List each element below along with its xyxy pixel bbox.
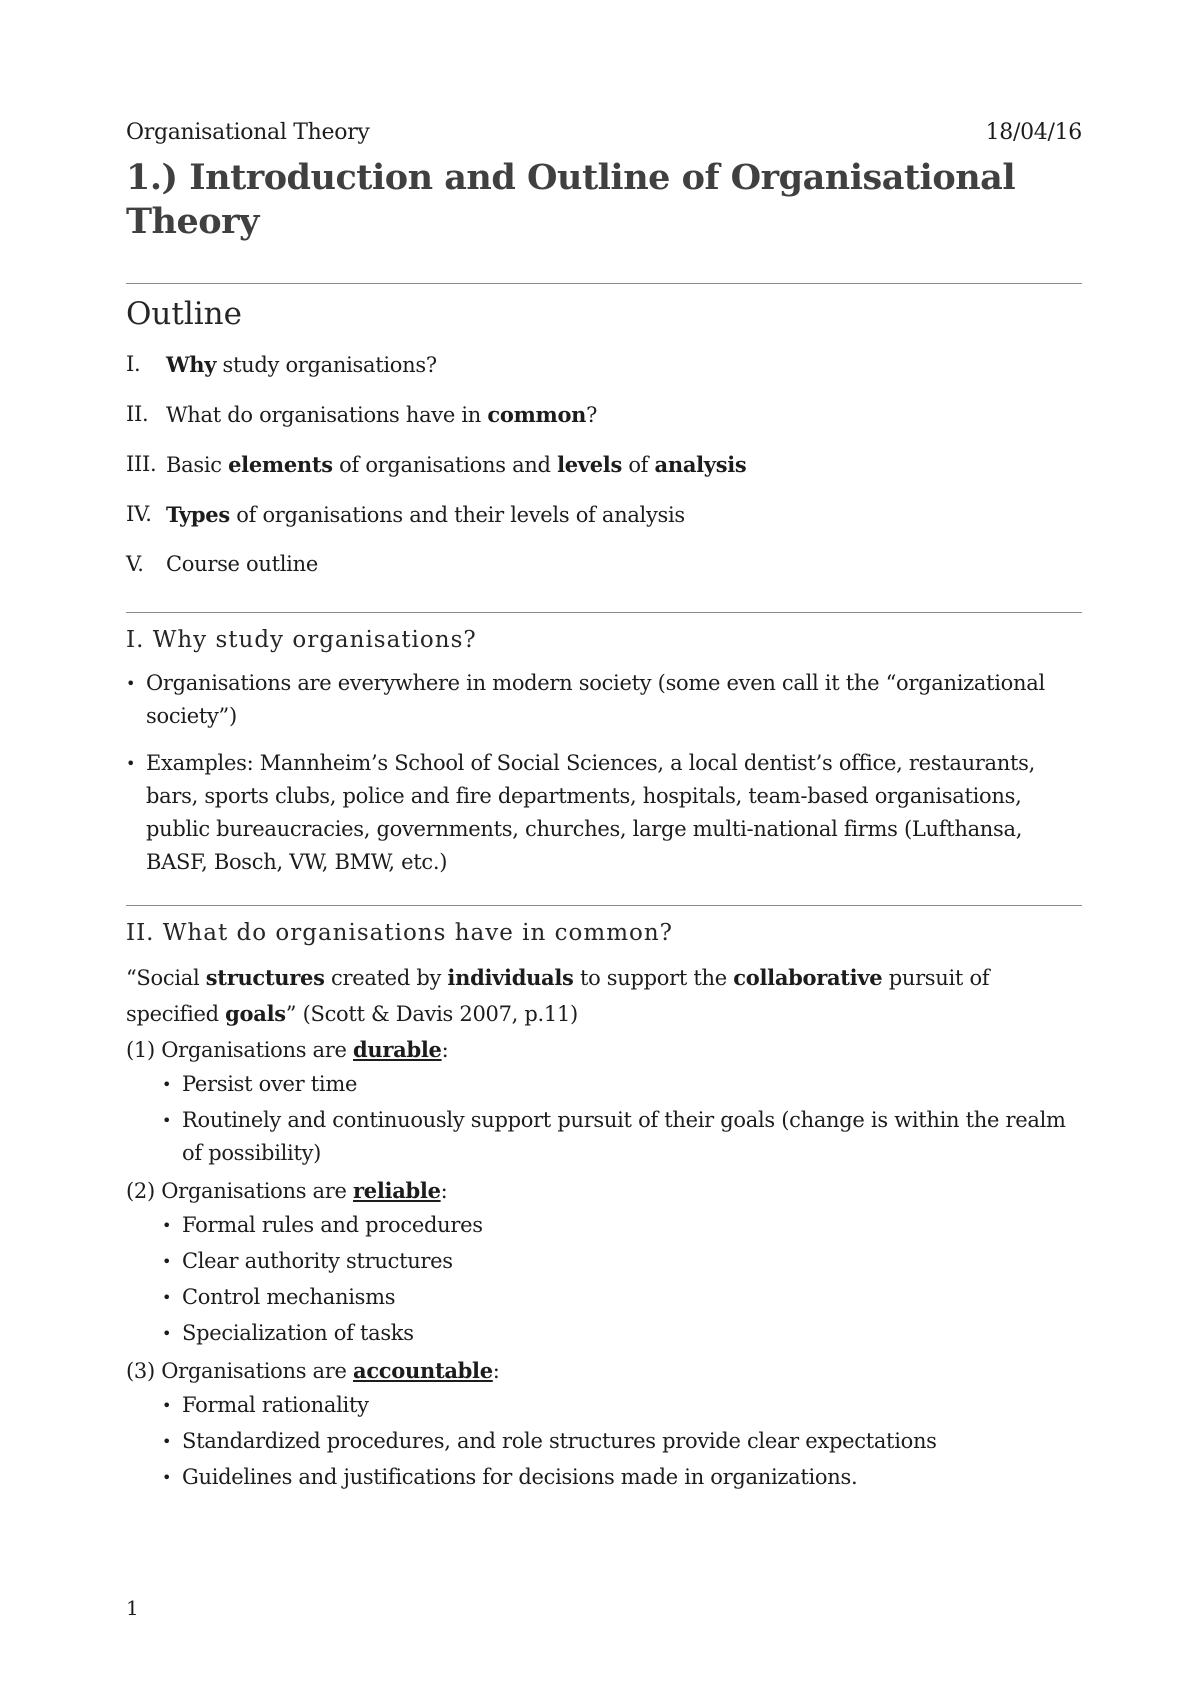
section-heading: I. Why study organisations?	[126, 627, 477, 653]
outline-item	[126, 402, 1082, 452]
bullet-item: • Formal rationality	[162, 1389, 1082, 1422]
page-header	[126, 118, 1082, 148]
outline-heading: Outline	[126, 296, 242, 332]
page-content	[126, 118, 1082, 1497]
outline-number: II.	[126, 402, 149, 426]
outline-text: Basic elements of organisations and levels of analysis	[166, 452, 747, 477]
outline-text: Why study organisations?	[166, 352, 437, 377]
outline-text: Course outline	[166, 552, 318, 576]
property-points	[162, 1068, 1082, 1170]
divider	[126, 905, 1082, 906]
outline-item	[126, 502, 1082, 552]
divider	[126, 283, 1082, 284]
bullet-item: • Specialization of tasks	[162, 1317, 1082, 1350]
outline-number: IV.	[126, 502, 152, 526]
property-line: (1) Organisations are durable:	[126, 1037, 449, 1062]
outline-text: Types of organisations and their levels of analysis	[166, 502, 685, 527]
outline-item	[126, 552, 1082, 602]
document-title: 1.) Introduction and Outline of Organisational Theory	[126, 157, 1016, 242]
lecture-date: 18/04/16	[985, 120, 1082, 145]
page-number: 1	[126, 1596, 139, 1620]
outline-item	[126, 452, 1082, 502]
bullet-item: • Standardized procedures, and role structures provide clear expectations	[162, 1425, 1082, 1458]
section-heading: II. What do organisations have in common?	[126, 920, 673, 946]
definition-quote: “Social structures created by individuals to support the collaborative pursuit of specified goals” (Scott & Davis 2007, p.11)	[126, 965, 990, 1026]
bullet-item: • Formal rules and procedures	[162, 1209, 1082, 1242]
course-name: Organisational Theory	[126, 120, 370, 145]
property-line: (2) Organisations are reliable:	[126, 1178, 448, 1203]
outline-number: III.	[126, 452, 157, 476]
bullet-item: • Organisations are everywhere in modern society (some even call it the “organizational society”)	[126, 667, 1082, 733]
bullet-item: • Guidelines and justifications for decisions made in organizations.	[162, 1461, 1082, 1494]
outline-list	[126, 352, 1082, 602]
divider	[126, 612, 1082, 613]
outline-text: What do organisations have in common?	[166, 402, 598, 427]
bullet-item: • Persist over time	[162, 1068, 1082, 1101]
bullet-item: • Clear authority structures	[162, 1245, 1082, 1278]
bullet-item: • Examples: Mannheim’s School of Social Sciences, a local dentist’s office, restaurants, bars, sports clubs, police and fire departments, hospitals, team-based organisations, public bureaucracies, governments, churches, large multi-national firms (Lufthansa, BASF, Bosch, VW, BMW, etc.)	[126, 747, 1082, 879]
bullet-item: • Routinely and continuously support pursuit of their goals (change is within the realm of possibility)	[162, 1104, 1082, 1170]
bullet-list	[126, 667, 1082, 879]
property-points	[162, 1209, 1082, 1350]
bullet-item: • Control mechanisms	[162, 1281, 1082, 1314]
outline-number: I.	[126, 352, 141, 376]
outline-number: V.	[126, 552, 144, 576]
property-line: (3) Organisations are accountable:	[126, 1358, 500, 1383]
property-points	[162, 1389, 1082, 1494]
outline-item	[126, 352, 1082, 402]
